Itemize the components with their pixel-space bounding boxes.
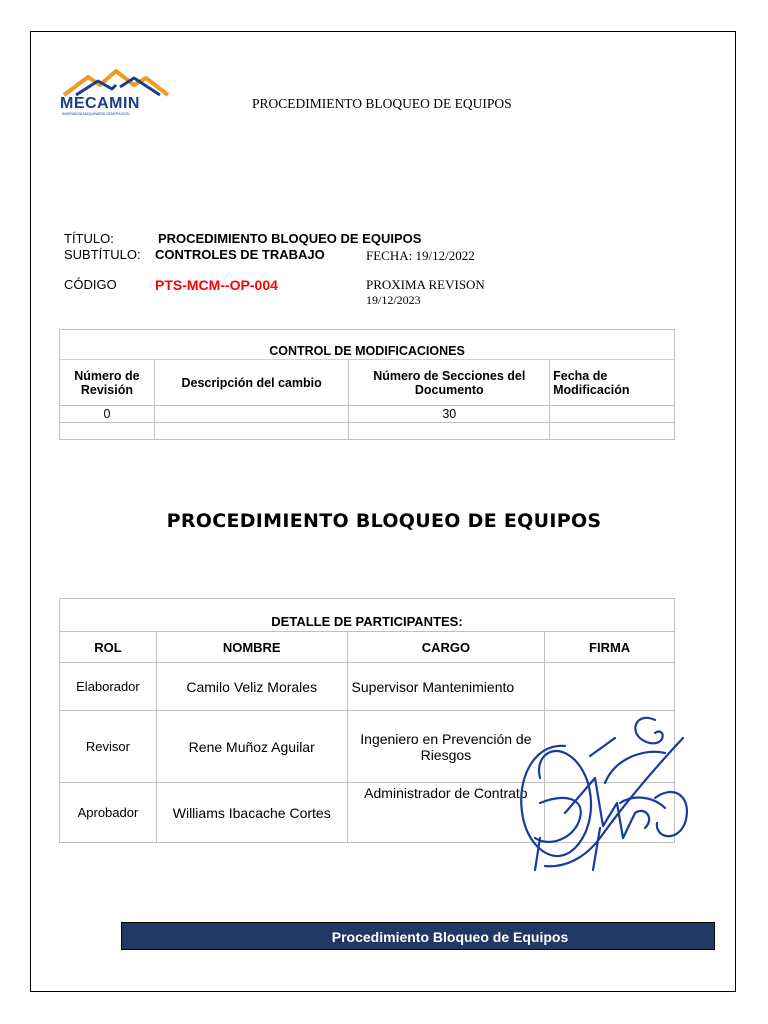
- col-header-firma: FIRMA: [545, 632, 675, 663]
- header-title: PROCEDIMIENTO BLOQUEO DE EQUIPOS: [252, 96, 512, 111]
- position-cell: Ingeniero en Prevención de Riesgos: [347, 711, 545, 783]
- table-cell: [154, 406, 349, 423]
- footer-text: Procedimiento Bloqueo de Equipos: [331, 929, 569, 945]
- name-cell: Williams Ibacache Cortes: [156, 783, 347, 843]
- table-cell: 30: [349, 406, 550, 423]
- logo-tagline: INGENIERIA MAQUINARIA GENERACION: [62, 112, 130, 116]
- mecamin-logo: [60, 68, 175, 118]
- next-review-label: PROXIMA REVISON: [366, 277, 485, 292]
- handwritten-signature: [505, 708, 695, 873]
- modifications-table: [59, 329, 675, 440]
- name-cell: Rene Muñoz Aguilar: [156, 711, 347, 783]
- col-header-sections: Número de Secciones del Documento: [349, 360, 550, 406]
- col-header-revision: Número de Revisión: [60, 360, 155, 406]
- code-value: PTS-MCM--OP-004: [155, 277, 278, 293]
- subtitle-value: CONTROLES DE TRABAJO: [155, 247, 325, 262]
- date-text: FECHA: 19/12/2022: [366, 248, 475, 263]
- role-cell: Revisor: [60, 711, 157, 783]
- table-row: [60, 663, 675, 711]
- position-cell: Supervisor Mantenimiento: [347, 663, 545, 711]
- table-cell: [550, 423, 675, 440]
- table-cell: [550, 406, 675, 423]
- title-value: PROCEDIMIENTO BLOQUEO DE EQUIPOS: [158, 231, 422, 246]
- col-header-nombre: NOMBRE: [156, 632, 347, 663]
- modifications-heading: CONTROL DE MODIFICACIONES: [60, 330, 675, 360]
- table-cell: [154, 423, 349, 440]
- name-cell: Camilo Veliz Morales: [156, 663, 347, 711]
- subtitle-label: SUBTÍTULO:: [64, 247, 141, 262]
- next-review-date: 19/12/2023: [366, 293, 421, 307]
- col-header-date: Fecha de Modificación: [550, 360, 675, 406]
- position-cell: Administrador de Contrato: [347, 783, 545, 843]
- table-cell: [349, 423, 550, 440]
- code-label: CÓDIGO: [64, 277, 117, 292]
- col-header-cargo: CARGO: [347, 632, 545, 663]
- signature-cell: [545, 663, 675, 711]
- col-header-rol: ROL: [60, 632, 157, 663]
- footer-bar: [121, 922, 715, 950]
- logo-wordmark: MECAMIN: [60, 95, 140, 112]
- role-cell: Aprobador: [60, 783, 157, 843]
- table-row: [60, 406, 675, 423]
- table-row: [60, 423, 675, 440]
- table-cell: 0: [60, 406, 155, 423]
- col-header-description: Descripción del cambio: [154, 360, 349, 406]
- role-cell: Elaborador: [60, 663, 157, 711]
- table-cell: [60, 423, 155, 440]
- mountain-logo-icon: [60, 68, 175, 98]
- main-title: PROCEDIMIENTO BLOQUEO DE EQUIPOS: [166, 510, 602, 532]
- participants-heading: DETALLE DE PARTICIPANTES:: [60, 599, 675, 632]
- title-label: TÍTULO:: [64, 231, 114, 246]
